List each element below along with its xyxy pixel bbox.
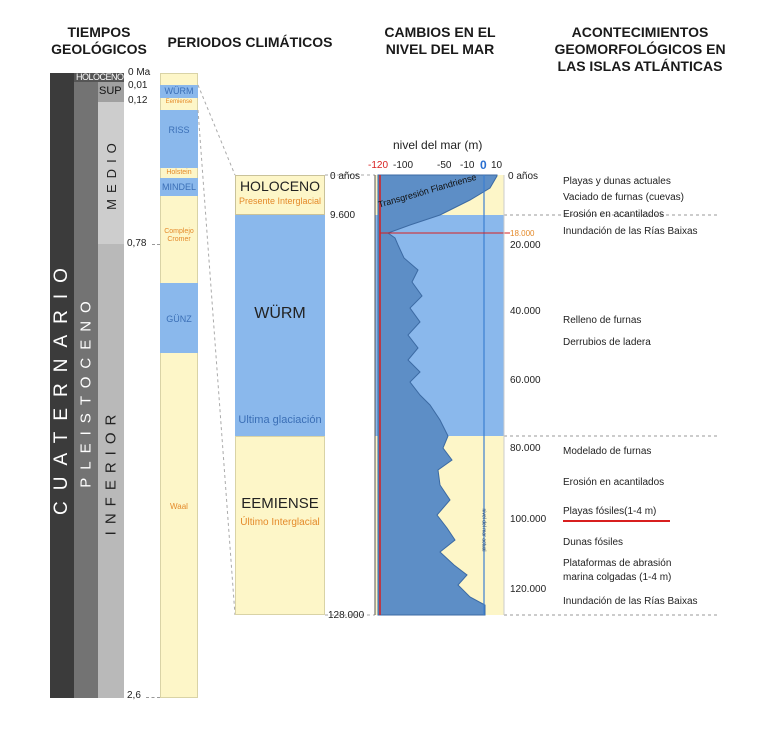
fossil-beaches-underline [563,520,670,522]
event-cave-modelling: Modelado de furnas [563,446,652,457]
age-0ma: 0 Ma [128,67,151,78]
holocene-label: HOLOCENO [76,72,124,82]
event-fossil-beaches: Playas fósiles(1-4 m) [563,506,657,517]
event-cliff-erosion: Erosión en acantilados [563,209,665,220]
age-001: 0,01 [128,80,148,91]
event-abrasion-platforms: Plataformas de abrasión [563,558,672,569]
right-age-18000: 18.000 [510,229,535,238]
eemiense-mini-label: Eemiense [165,99,193,105]
event-current-beaches: Playas y dunas actuales [563,176,671,187]
tick-minus100: -100 [393,160,414,171]
cromer-label: Complejo Cromer [164,228,194,243]
medio-label: MEDIO [103,136,119,210]
age-012: 0,12 [128,95,148,106]
event-cliff-erosion-2: Erosión en acantilados [563,477,665,488]
sup-label: SUP [99,85,122,97]
right-age-120000: 120.000 [510,584,547,595]
header-sea-level-changes: CAMBIOS EN EL NIVEL DEL MAR [384,24,496,57]
right-age-60000: 60.000 [510,375,541,386]
expanded-wurm-title: WÜRM [254,305,306,322]
era-label: CUATERNARIO [51,256,73,515]
right-age-80000: 80.000 [510,443,541,454]
wurm-mini-label: WÜRM [164,86,194,96]
right-age-20000: 20.000 [510,240,541,251]
expanded-age-128000: 128.000 [328,610,365,621]
right-age-100000: 100.000 [510,514,547,525]
expanded-age-0: 0 años [330,171,361,182]
mindel-label: MINDEL [161,182,196,192]
header-geological-times: TIEMPOS GEOLÓGICOS [51,24,147,57]
tick-minus50: -50 [437,160,452,171]
event-fossil-dunes: Dunas fósiles [563,537,624,548]
header-geomorphological-events: ACONTECIMIENTOS GEOMORFOLÓGICOS EN LAS ISLAS ATLÁNTICAS [554,24,726,74]
tick-minus120: -120 [368,160,389,171]
right-age-40000: 40.000 [510,306,541,317]
gunz-label: GÜNZ [166,314,192,324]
expanded-holocene-sub: Presente Interglacial [238,196,322,206]
riss-label: RISS [168,125,190,135]
event-cave-emptying: Vaciado de furnas (cuevas) [563,192,684,203]
waal-label: Waal [170,502,188,511]
holstein-label: Holstein [166,169,192,176]
inferior-label: INFERIOR [102,407,120,535]
age-26: 2,6 [127,690,141,701]
event-cave-filling: Relleno de furnas [563,315,642,326]
header-climatic-periods: PERIODOS CLIMÁTICOS [167,34,333,50]
tick-10: 10 [491,160,503,171]
event-abrasion-platforms-2: marina colgadas (1-4 m) [563,572,672,583]
event-rias-flooding: Inundación de las Rías Baixas [563,226,698,237]
tick-zero: 0 [480,158,487,172]
right-age-0: 0 años [508,171,539,182]
tick-minus10: -10 [460,160,475,171]
expanded-age-9600: 9.600 [330,210,356,221]
epoch-label: PLEISTOCENO [77,292,95,488]
sea-axis-title: nivel del mar (m) [393,138,483,152]
age-078: 0,78 [127,238,147,249]
current-level-label-wrap [477,485,491,575]
expanded-eemian-title: EEMIENSE [241,495,319,512]
current-level-label: nivel del mar actual [481,508,488,552]
expanded-holocene-title: HOLOCENO [239,178,321,194]
event-slope-debris: Derrubios de ladera [563,337,651,348]
expanded-wurm-sub: Ultima glaciación [238,414,322,426]
expanded-eemian-sub: Último Interglacial [240,517,320,528]
event-rias-flooding-2: Inundación de las Rías Baixas [563,596,698,607]
transgression-label: Transgresión Flandriense [377,171,478,210]
